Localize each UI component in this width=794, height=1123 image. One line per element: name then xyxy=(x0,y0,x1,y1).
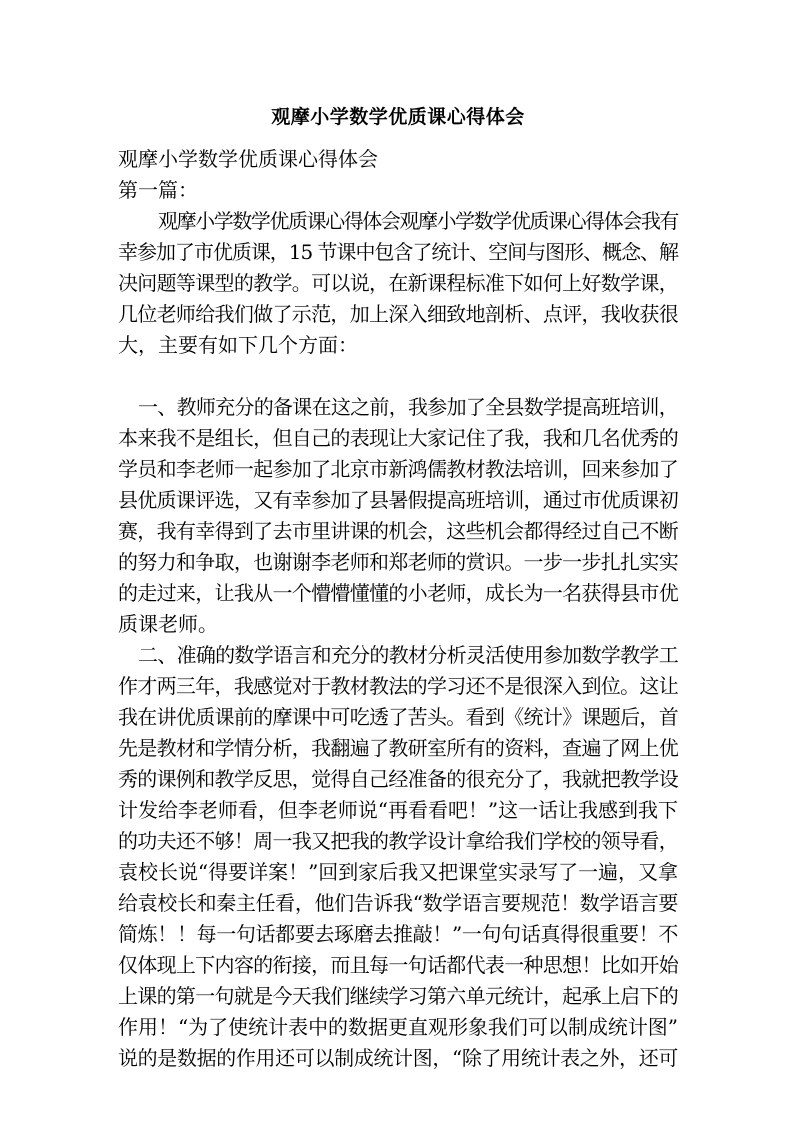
text-line: 质课老师。 xyxy=(118,612,218,636)
text-line: 一、教师充分的备课在这之前，我参加了全县数学提高班培训， xyxy=(138,395,678,419)
document-subtitle: 观摩小学数学优质课心得体会 xyxy=(118,147,378,171)
text-line: 二、准确的数学语言和充分的教材分析灵活使用参加数学教学工 xyxy=(138,643,678,667)
paragraph-intro xyxy=(118,206,678,361)
text-line: 学员和李老师一起参加了北京市新鸿儒教材教法培训，回来参加了 xyxy=(118,457,678,481)
text-line: 袁校长说“得要详案！”回到家后我又把课堂实录写了一遍，又拿 xyxy=(118,860,678,884)
document-title: 观摩小学数学优质课心得体会 xyxy=(271,106,525,128)
text-line: 的努力和争取，也谢谢李老师和郑老师的赏识。一步一步扎扎实实 xyxy=(118,550,678,574)
text-line: 本来我不是组长，但自己的表现让大家记住了我，我和几名优秀的 xyxy=(118,426,678,450)
paragraph-section-two xyxy=(118,640,678,1074)
text-line: 的走过来，让我从一个懵懵懂懂的小老师，成长为一名获得县市优 xyxy=(118,581,678,605)
text-line: 给袁校长和秦主任看，他们告诉我“数学语言要规范！数学语言要 xyxy=(118,891,678,915)
text-line: 决问题等课型的教学。可以说，在新课程标准下如何上好数学课， xyxy=(118,271,678,295)
text-line: 作用！“为了使统计表中的数据更直观形象我们可以制成统计图” xyxy=(118,1015,678,1039)
text-line: 简炼！！每一句话都要去琢磨去推敲！”一句句话真得很重要！不 xyxy=(118,922,678,946)
blank-line xyxy=(118,361,678,392)
paragraph-section-one xyxy=(118,392,678,640)
text-line: 说的是数据的作用还可以制成统计图，“除了用统计表之外，还可 xyxy=(118,1046,678,1070)
text-line: 作才两三年，我感觉对于教材教法的学习还不是很深入到位。这让 xyxy=(118,674,678,698)
text-line: 县优质课评选，又有幸参加了县暑假提高班培训，通过市优质课初 xyxy=(118,488,678,512)
text-line: 我在讲优质课前的摩课中可吃透了苦头。看到《统计》课题后，首 xyxy=(118,705,678,729)
text-line: 赛，我有幸得到了去市里讲课的机会，这些机会都得经过自己不断 xyxy=(118,519,678,543)
text-line: 先是教材和学情分析，我翻遍了教研室所有的资料，查遍了网上优 xyxy=(118,736,678,760)
text-line: 大，主要有如下几个方面： xyxy=(118,333,358,357)
text-line: 计发给李老师看，但李老师说“再看看吧！”这一话让我感到我下 xyxy=(118,798,678,822)
text-line: 上课的第一句就是今天我们继续学习第六单元统计，起承上启下的 xyxy=(118,984,678,1008)
text-line: 几位老师给我们做了示范，加上深入细致地剖析、点评，我收获很 xyxy=(118,302,678,326)
text-line: 观摩小学数学优质课心得体会观摩小学数学优质课心得体会我有 xyxy=(158,209,678,233)
text-line: 仅体现上下内容的衔接，而且每一句话都代表一种思想！比如开始 xyxy=(118,953,678,977)
document-page xyxy=(118,104,678,1074)
section-label: 第一篇： xyxy=(118,178,198,202)
text-line: 的功夫还不够！周一我又把我的教学设计拿给我们学校的领导看， xyxy=(118,829,678,853)
text-line: 幸参加了市优质课，15 节课中包含了统计、空间与图形、概念、解 xyxy=(118,240,678,264)
text-line: 秀的课例和教学反思，觉得自己经准备的很充分了，我就把教学设 xyxy=(118,767,678,791)
